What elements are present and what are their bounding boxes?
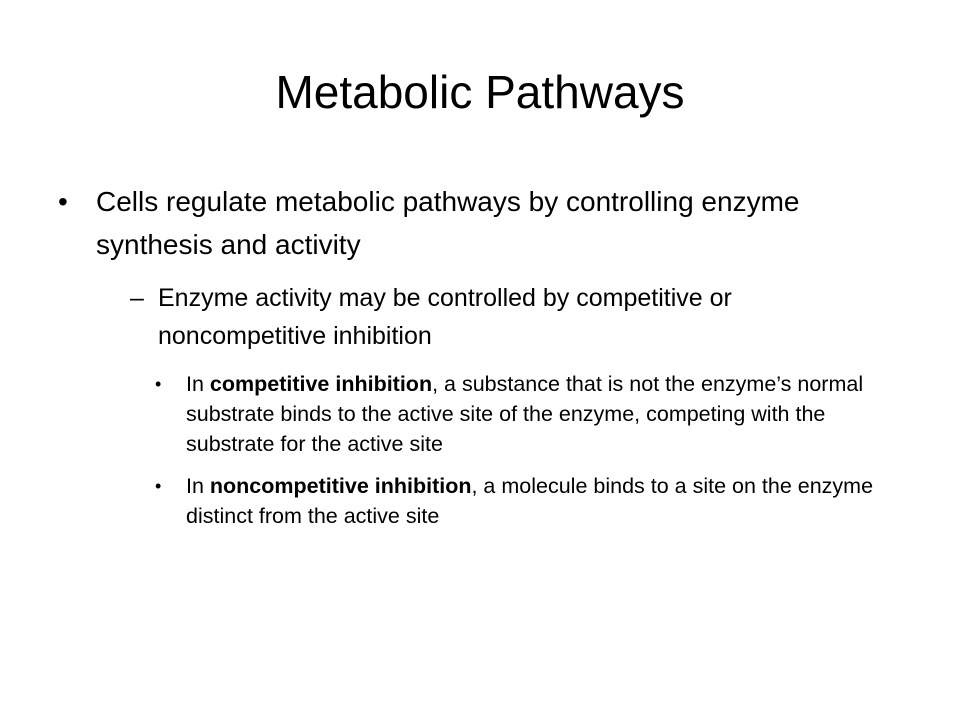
bullet-list (58, 180, 898, 531)
sub-bullet-text: Enzyme activity may be controlled by competitive or noncompetitive inhibition (158, 284, 732, 350)
bold-term: competitive inhibition (209, 372, 433, 396)
bullet-dot-icon: • (58, 186, 68, 217)
dash-icon: – (130, 284, 144, 312)
bullet-text: Cells regulate metabolic pathways by controlling enzyme synthesis and activity (96, 186, 800, 260)
slide-title: Metabolic Pathways (275, 66, 685, 118)
text-rest: , a molecule binds to a site on the enzyme distinct from the active site (186, 474, 874, 528)
subsub-bullet-text (186, 369, 906, 459)
bullet-item-level3 (58, 471, 898, 531)
text-prefix: In (186, 474, 210, 498)
bullet-item-level1 (58, 180, 898, 266)
bullet-dot-icon: • (155, 374, 162, 394)
text-rest: , a substance that is not the enzyme’s normal substrate binds to the active site of the enzyme, competing with the substrate for the active site (186, 372, 864, 456)
bold-term: noncompetitive inhibition (209, 474, 472, 498)
subsub-bullet-text (186, 471, 906, 531)
bullet-dot-icon: • (155, 476, 162, 496)
text-prefix: In (186, 372, 210, 396)
bullet-item-level3 (58, 369, 898, 459)
bullet-item-level2 (58, 279, 898, 355)
